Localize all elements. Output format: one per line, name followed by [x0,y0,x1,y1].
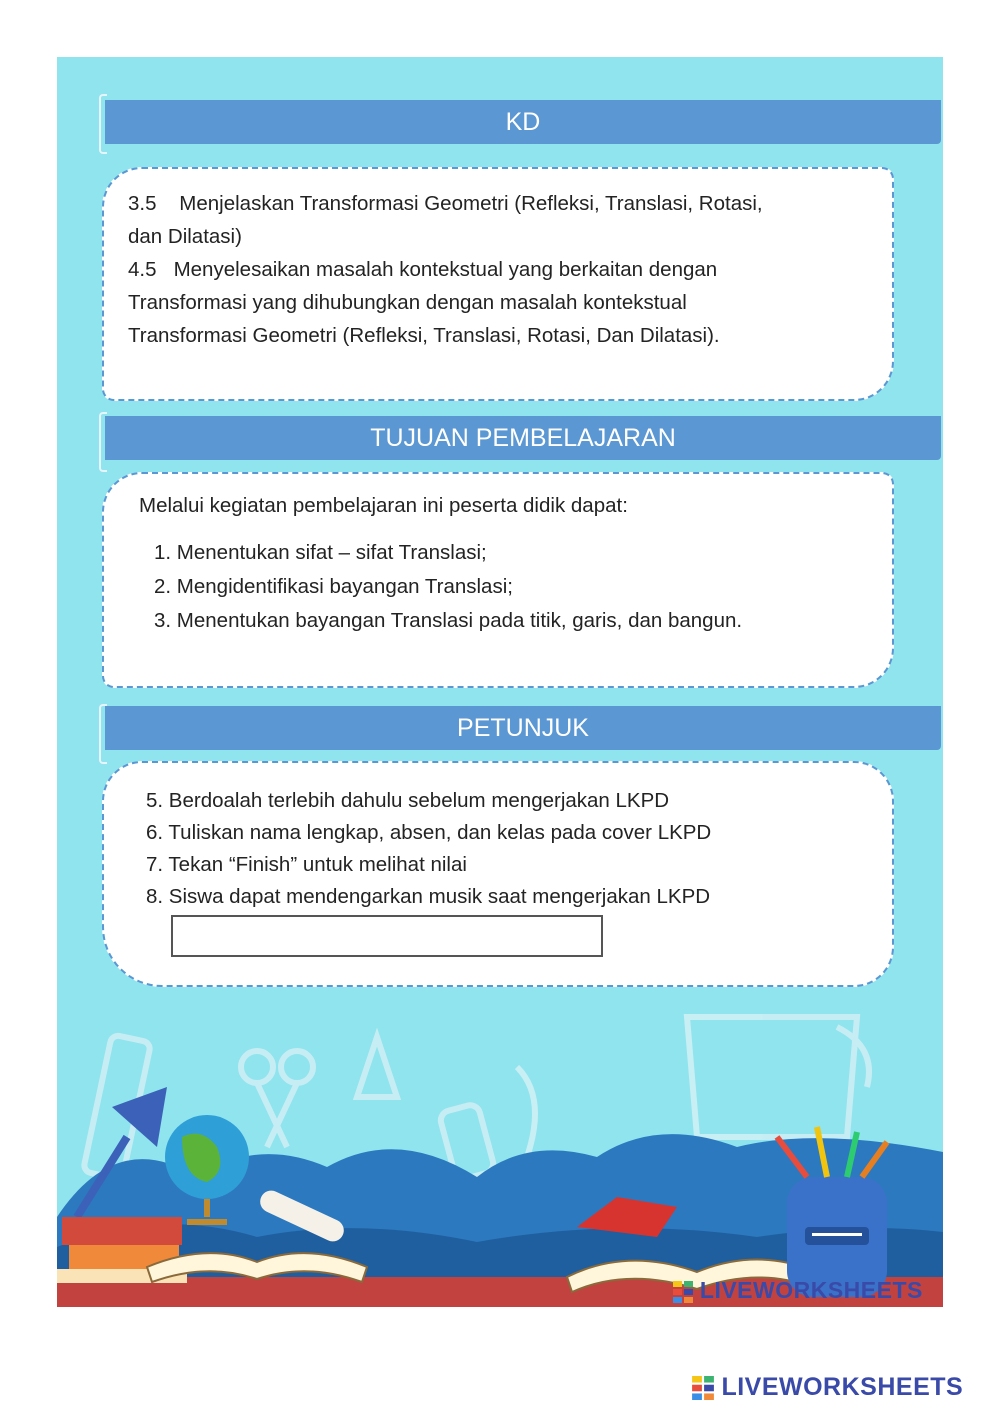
brand-mark-icon [692,1376,714,1400]
inner-liveworksheets-logo [673,1277,923,1304]
kd-line: Transformasi Geometri (Refleksi, Translasi, Rotasi, Dan Dilatasi). [128,324,720,347]
objectives-card [102,472,894,688]
logo-text: LIVEWORKSHEETS [721,1373,964,1401]
list-item: 1. Menentukan sifat – sifat Translasi; [154,541,487,564]
objectives-title: TUJUAN PEMBELAJARAN [370,424,676,452]
kd-banner [105,100,941,144]
objectives-intro: Melalui kegiatan pembelajaran ini peserta didik dapat: [139,494,628,517]
answer-input[interactable] [171,915,603,957]
list-item: 6. Tuliskan nama lengkap, absen, dan kelas pada cover LKPD [146,821,712,844]
worksheet-page [57,57,943,1307]
list-item: 5. Berdoalah terlebih dahulu sebelum mengerjakan LKPD [146,789,670,812]
kd-line: 3.5 Menjelaskan Transformasi Geometri (Refleksi, Translasi, Rotasi, [128,192,763,215]
liveworksheets-logo[interactable] [692,1373,963,1402]
list-item: 8. Siswa dapat mendengarkan musik saat mengerjakan LKPD [146,885,711,908]
instructions-card [102,761,894,987]
kd-title: KD [505,108,541,136]
list-item: 2. Mengidentifikasi bayangan Translasi; [154,575,513,598]
instructions-list [146,785,711,913]
list-item: 7. Tekan “Finish” untuk melihat nilai [146,853,467,876]
kd-text [128,187,872,352]
objectives-banner [105,416,941,460]
inner-logo-text: LIVEWORKSHEETS [699,1277,923,1303]
objectives-list [154,536,742,638]
kd-line: Transformasi yang dihubungkan dengan masalah kontekstual [128,291,687,314]
kd-line: dan Dilatasi) [128,225,242,248]
list-item: 3. Menentukan bayangan Translasi pada titik, garis, dan bangun. [154,609,743,632]
kd-card [102,167,894,401]
instructions-banner [105,706,941,750]
kd-line: 4.5 Menyelesaikan masalah kontekstual yang berkaitan dengan [128,258,718,281]
school-illustration [57,977,943,1307]
instructions-title: PETUNJUK [457,714,589,742]
brand-mark-icon [673,1281,693,1303]
